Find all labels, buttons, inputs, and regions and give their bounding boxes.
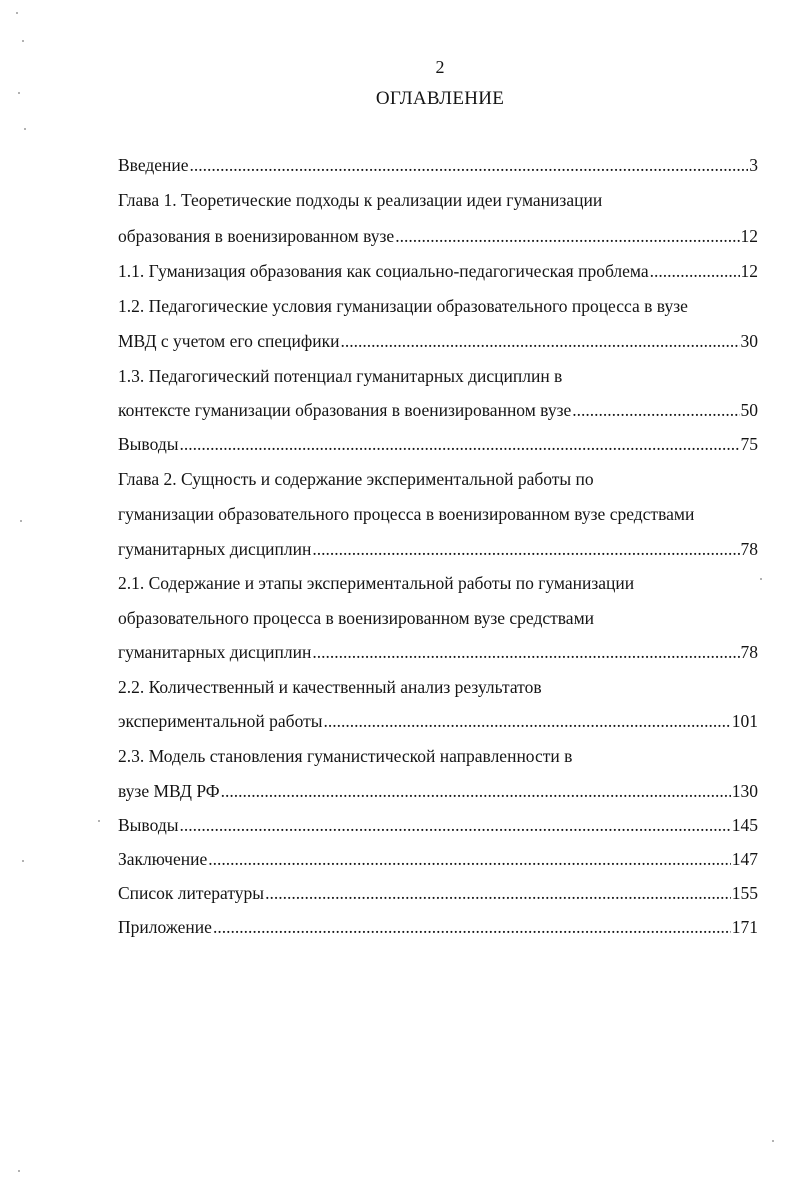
toc-entry-text: гуманитарных дисциплин <box>118 539 312 559</box>
toc-entry-appendix <box>118 915 758 939</box>
toc-entry-section-1-2 <box>118 294 758 318</box>
toc-entry-chapter-1 <box>118 188 758 212</box>
toc-leader-dots <box>208 847 731 871</box>
toc-leader-dots <box>190 153 749 177</box>
toc-leader-dots <box>395 224 739 248</box>
toc-entry-chapter-2-cont-2 <box>118 537 758 561</box>
toc-entry-text: 2.1. Содержание и этапы экспериментальной работы по гуманизации <box>118 573 635 593</box>
toc-entry-text: образования в военизированном вузе <box>118 226 395 246</box>
scan-speck <box>22 40 24 42</box>
toc-entry-text: гуманизации образовательного процесса в военизированном вузе средствами <box>118 504 695 524</box>
toc-leader-dots <box>312 640 739 664</box>
toc-entry-text: вузе МВД РФ <box>118 781 220 801</box>
scan-speck <box>98 820 100 822</box>
toc-leader-dots <box>179 813 730 837</box>
toc-entry-section-1-2-cont <box>118 329 758 353</box>
toc-entry-section-2-1 <box>118 571 758 595</box>
toc-entry-page: 12 <box>740 226 758 246</box>
toc-entry-text: Глава 1. Теоретические подходы к реализации идеи гуманизации <box>118 190 603 210</box>
toc-entry-section-2-3-cont <box>118 779 758 803</box>
toc-entry-text: Выводы <box>118 815 179 835</box>
toc-entry-text: 1.2. Педагогические условия гуманизации образовательного процесса в вузе <box>118 296 688 316</box>
scan-speck <box>18 1170 20 1172</box>
toc-entry-text: 1.1. Гуманизация образования как социально-педагогическая проблема <box>118 261 649 281</box>
toc-entry-section-2-1-cont-2 <box>118 640 758 664</box>
toc-leader-dots <box>213 915 731 939</box>
toc-entry-chapter-2 <box>118 467 758 491</box>
toc-entry-bibliography <box>118 881 758 905</box>
scan-speck <box>18 92 20 94</box>
page-title: ОГЛАВЛЕНИЕ <box>375 88 505 109</box>
toc-entry-page: 171 <box>731 917 758 937</box>
toc-entry-text: Введение <box>118 155 189 175</box>
toc-leader-dots <box>312 537 739 561</box>
toc-entry-conclusions-2 <box>118 813 758 837</box>
toc-leader-dots <box>324 709 731 733</box>
toc-leader-dots <box>340 329 739 353</box>
toc-entry-section-2-2-cont <box>118 709 758 733</box>
toc-entry-text: 2.2. Количественный и качественный анализ результатов <box>118 677 542 697</box>
toc-entry-text: Приложение <box>118 917 212 937</box>
toc-entry-section-2-2 <box>118 675 758 699</box>
toc-entry-page: 3 <box>749 155 758 175</box>
toc-entry-section-1-1 <box>118 259 758 283</box>
toc-entry-introduction <box>118 153 758 177</box>
toc-entry-page: 30 <box>740 331 758 351</box>
scan-speck <box>24 128 26 130</box>
toc-entry-chapter-1-cont <box>118 224 758 248</box>
toc-entry-page: 78 <box>740 539 758 559</box>
toc-entry-text: экспериментальной работы <box>118 711 323 731</box>
toc-entry-section-2-3 <box>118 744 758 768</box>
toc-entry-section-1-3 <box>118 364 758 388</box>
toc-entry-page: 75 <box>740 434 758 454</box>
scan-speck <box>22 860 24 862</box>
toc-entry-page: 145 <box>731 815 758 835</box>
toc-entry-text: Список литературы <box>118 883 265 903</box>
toc-entry-page: 101 <box>731 711 758 731</box>
toc-entry-text: 1.3. Педагогический потенциал гуманитарных дисциплин в <box>118 366 563 386</box>
toc-entry-text: Заключение <box>118 849 208 869</box>
toc-entry-section-1-3-cont <box>118 398 758 422</box>
toc-entry-text: 2.3. Модель становления гуманистической направленности в <box>118 746 573 766</box>
toc-entry-conclusion <box>118 847 758 871</box>
toc-entry-page: 78 <box>740 642 758 662</box>
toc-entry-section-2-1-cont <box>118 606 758 630</box>
toc-entry-page: 50 <box>740 400 758 420</box>
toc-entry-text: гуманитарных дисциплин <box>118 642 312 662</box>
toc-entry-chapter-2-cont <box>118 502 758 526</box>
toc-leader-dots <box>221 779 731 803</box>
toc-entry-page: 155 <box>731 883 758 903</box>
toc-entry-conclusions-1 <box>118 432 758 456</box>
toc-entry-page: 12 <box>740 261 758 281</box>
toc-entry-text: МВД с учетом его специфики <box>118 331 340 351</box>
toc-leader-dots <box>179 432 739 456</box>
toc-entry-page: 147 <box>731 849 758 869</box>
scan-speck <box>760 578 762 580</box>
toc-leader-dots <box>650 259 740 283</box>
scan-speck <box>20 520 22 522</box>
toc-entry-page: 130 <box>731 781 758 801</box>
toc-entry-text: Глава 2. Сущность и содержание экспериментальной работы по <box>118 469 594 489</box>
page-number: 2 <box>435 57 445 77</box>
toc-entry-text: Выводы <box>118 434 179 454</box>
toc-entry-text: образовательного процесса в военизированном вузе средствами <box>118 608 595 628</box>
toc-leader-dots <box>265 881 731 905</box>
toc-leader-dots <box>572 398 739 422</box>
toc-entry-text: контексте гуманизации образования в военизированном вузе <box>118 400 572 420</box>
scan-speck <box>772 1140 774 1142</box>
scan-speck <box>16 12 18 14</box>
